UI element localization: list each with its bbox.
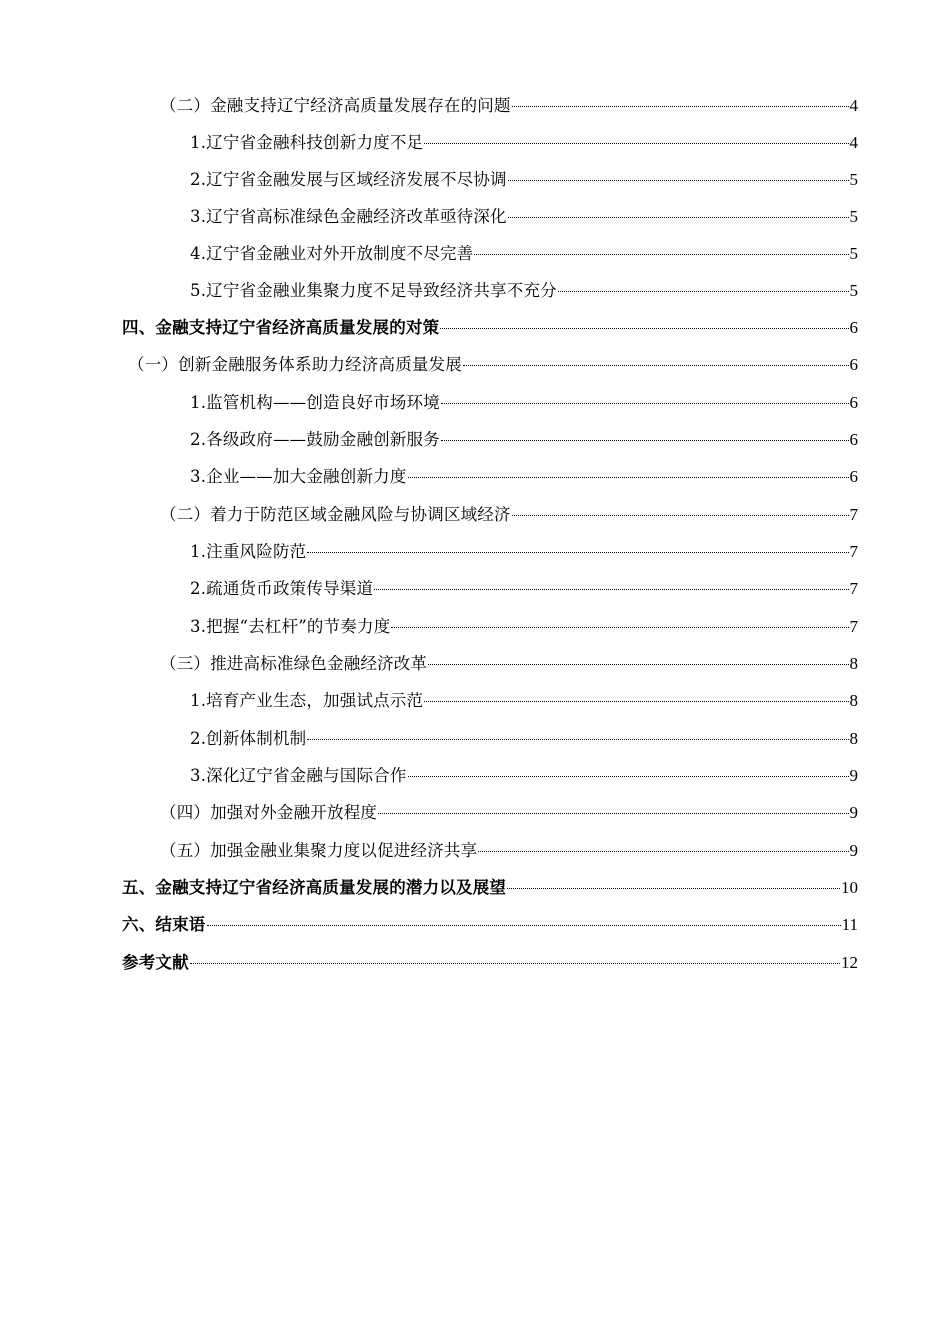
toc-entry-title: 3.把握“去杠杆”的节奏力度	[190, 617, 391, 636]
dot-leader	[441, 440, 849, 441]
toc-entry[interactable]	[190, 763, 858, 789]
toc-entry-title: 2.各级政府——鼓励金融创新服务	[190, 430, 440, 449]
toc-page-number: 7	[849, 579, 858, 598]
dot-leader	[190, 963, 840, 964]
toc-page-number: 5	[849, 281, 858, 300]
toc-entry[interactable]	[160, 93, 858, 119]
dot-leader	[441, 403, 849, 404]
toc-entry[interactable]	[190, 688, 858, 714]
toc-entry[interactable]	[190, 278, 858, 304]
toc-page-number: 7	[849, 505, 858, 524]
toc-page-number: 4	[849, 133, 858, 152]
toc-entry-title: 2.创新体制机制	[190, 729, 307, 748]
dot-leader	[428, 664, 848, 665]
toc-page-number: 8	[849, 654, 858, 673]
toc-entry-title: 四、金融支持辽宁省经济高质量发展的对策	[122, 318, 440, 337]
toc-page-number: 9	[849, 841, 858, 860]
toc-page-number: 9	[849, 803, 858, 822]
dot-leader	[512, 106, 849, 107]
toc-entry[interactable]	[190, 614, 858, 640]
toc-entry[interactable]	[190, 241, 858, 267]
toc-entry-title: （二）金融支持辽宁经济高质量发展存在的问题	[160, 96, 511, 115]
dot-leader	[508, 217, 849, 218]
dot-leader	[408, 477, 849, 478]
toc-entry-title: 1.培育产业生态，加强试点示范	[190, 691, 424, 710]
toc-page-number: 11	[841, 915, 858, 934]
dot-leader	[558, 291, 849, 292]
toc-page-number: 5	[849, 244, 858, 263]
dot-leader	[508, 180, 849, 181]
toc-entry[interactable]	[128, 352, 858, 378]
toc-page-number: 5	[849, 170, 858, 189]
toc-entry-title: （四）加强对外金融开放程度	[160, 803, 378, 822]
toc-entry[interactable]	[160, 800, 858, 826]
toc-entry-title: 五、金融支持辽宁省经济高质量发展的潜力以及展望	[122, 878, 507, 897]
toc-entry-title: 2.辽宁省金融发展与区域经济发展不尽协调	[190, 170, 507, 189]
toc-entry-title: 3.企业——加大金融创新力度	[190, 467, 407, 486]
dot-leader	[463, 365, 849, 366]
toc-page-number: 5	[849, 207, 858, 226]
toc-entry[interactable]	[160, 838, 858, 864]
dot-leader	[307, 552, 848, 553]
dot-leader	[424, 143, 848, 144]
toc-page-number: 6	[849, 467, 858, 486]
toc-page-number: 12	[841, 953, 858, 972]
toc-page-number: 6	[849, 318, 858, 337]
toc-entry-title: 2.疏通货币政策传导渠道	[190, 579, 374, 598]
toc-page-number: 7	[849, 542, 858, 561]
toc-entry[interactable]	[190, 130, 858, 156]
toc-entry-title: 5.辽宁省金融业集聚力度不足导致经济共享不充分	[190, 281, 557, 300]
toc-entry[interactable]	[190, 167, 858, 193]
dot-leader	[512, 515, 849, 516]
toc-page-number: 10	[841, 878, 858, 897]
toc-entry-title: 1.注重风险防范	[190, 542, 307, 561]
dot-leader	[408, 776, 849, 777]
toc-chapter-entry[interactable]	[122, 315, 858, 341]
toc-page-number: 8	[849, 691, 858, 710]
toc-page-number: 6	[849, 355, 858, 374]
toc-chapter-entry[interactable]	[122, 912, 858, 938]
toc-entry-title: 4.辽宁省金融业对外开放制度不尽完善	[190, 244, 474, 263]
toc-entry-title: 六、结束语	[122, 915, 206, 934]
toc-entry[interactable]	[190, 464, 858, 490]
toc-entry[interactable]	[160, 651, 858, 677]
dot-leader	[307, 739, 848, 740]
toc-entry-title: （一）创新金融服务体系助力经济高质量发展	[128, 355, 462, 374]
dot-leader	[378, 813, 848, 814]
toc-entry[interactable]	[160, 502, 858, 528]
toc-entry[interactable]	[190, 204, 858, 230]
toc-entry-title: （三）推进高标准绿色金融经济改革	[160, 654, 428, 673]
dot-leader	[424, 701, 848, 702]
dot-leader	[474, 254, 848, 255]
dot-leader	[391, 627, 848, 628]
toc-entry[interactable]	[190, 539, 858, 565]
toc-entry[interactable]	[190, 726, 858, 752]
toc-page-number: 9	[849, 766, 858, 785]
dot-leader	[374, 589, 848, 590]
toc-entry[interactable]	[190, 427, 858, 453]
toc-entry-title: （五）加强金融业集聚力度以促进经济共享	[160, 841, 478, 860]
toc-page-number: 7	[849, 617, 858, 636]
toc-page-number: 8	[849, 729, 858, 748]
toc-entry[interactable]	[190, 576, 858, 602]
dot-leader	[507, 888, 840, 889]
toc-page-number: 6	[849, 393, 858, 412]
dot-leader	[440, 328, 848, 329]
toc-entry-title: 3.深化辽宁省金融与国际合作	[190, 766, 407, 785]
toc-entry-title: 3.辽宁省高标准绿色金融经济改革亟待深化	[190, 207, 507, 226]
toc-entry[interactable]	[190, 390, 858, 416]
toc-entry-title: （二）着力于防范区域金融风险与协调区域经济	[160, 505, 511, 524]
toc-entry-title: 1.辽宁省金融科技创新力度不足	[190, 133, 424, 152]
toc-entry-title: 参考文献	[122, 953, 189, 972]
toc-chapter-entry[interactable]	[122, 950, 858, 976]
toc-entry-title: 1.监管机构——创造良好市场环境	[190, 393, 440, 412]
dot-leader	[207, 925, 841, 926]
toc-chapter-entry[interactable]	[122, 875, 858, 901]
toc-page-number: 6	[849, 430, 858, 449]
dot-leader	[478, 851, 848, 852]
toc-page-number: 4	[849, 96, 858, 115]
